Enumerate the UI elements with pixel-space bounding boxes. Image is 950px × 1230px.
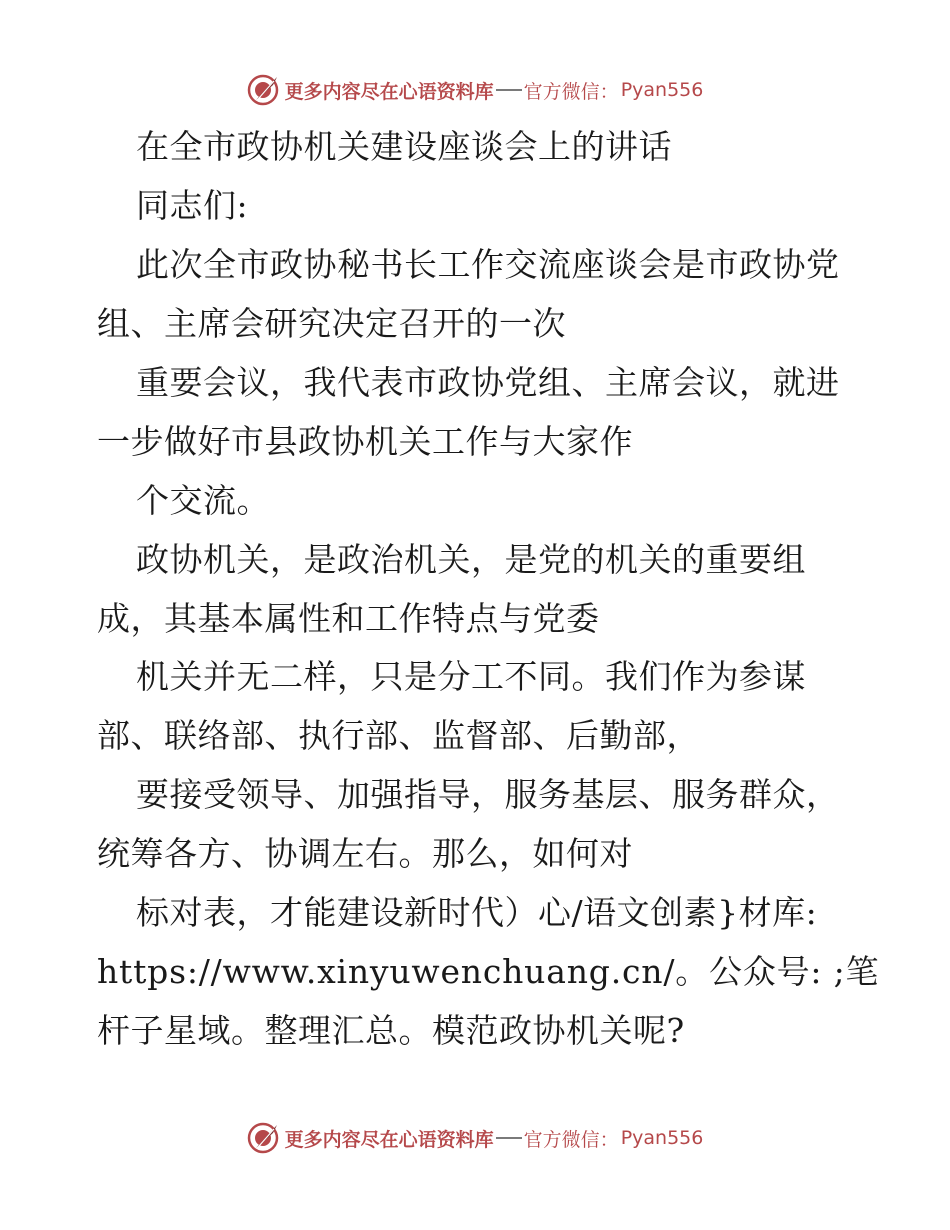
text-line-url: https://www.xinyuwenchuang.cn/。公众号: ;笔	[97, 952, 880, 991]
text-line: 杆子星域。整理汇总。模范政协机关呢?	[97, 1011, 685, 1050]
salutation: 同志们:	[136, 186, 249, 225]
text-line: 个交流。	[136, 481, 270, 520]
header-watermark-banner	[0, 70, 950, 110]
official-wechat-label: 官方微信：	[523, 1128, 619, 1151]
official-wechat-label: 官方微信：	[523, 80, 619, 103]
quill-logo-icon	[247, 73, 281, 107]
wechat-id: Pyan556	[620, 79, 704, 101]
document-title: 在全市政协机关建设座谈会上的讲话	[136, 127, 672, 166]
text-line: 标对表，才能建设新时代）心/语文创素}材库:	[136, 893, 818, 932]
text-line: 此次全市政协秘书长工作交流座谈会是市政协党	[136, 245, 840, 284]
text-line: 组、主席会研究决定召开的一次	[97, 304, 566, 343]
text-line: 部、联络部、执行部、监督部、后勤部，	[97, 716, 700, 755]
brand-name: 更多内容尽在心语资料库	[284, 1128, 494, 1151]
text-line: 要接受领导、加强指导，服务基层、服务群众，	[136, 775, 840, 814]
wechat-id: Pyan556	[620, 1127, 704, 1149]
text-line: 成，其基本属性和工作特点与党委	[97, 599, 600, 638]
text-line: 政协机关，是政治机关，是党的机关的重要组	[136, 540, 806, 579]
quill-logo-icon	[247, 1121, 281, 1155]
text-line: 一步做好市县政协机关工作与大家作	[97, 422, 633, 461]
footer-watermark-banner	[0, 1118, 950, 1158]
banner-divider	[496, 1137, 522, 1139]
text-line: 统筹各方、协调左右。那么，如何对	[97, 834, 633, 873]
brand-name: 更多内容尽在心语资料库	[284, 80, 494, 103]
text-line: 重要会议，我代表市政协党组、主席会议，就进	[136, 363, 840, 402]
text-line: 机关并无二样，只是分工不同。我们作为参谋	[136, 657, 806, 696]
banner-divider	[496, 89, 522, 91]
